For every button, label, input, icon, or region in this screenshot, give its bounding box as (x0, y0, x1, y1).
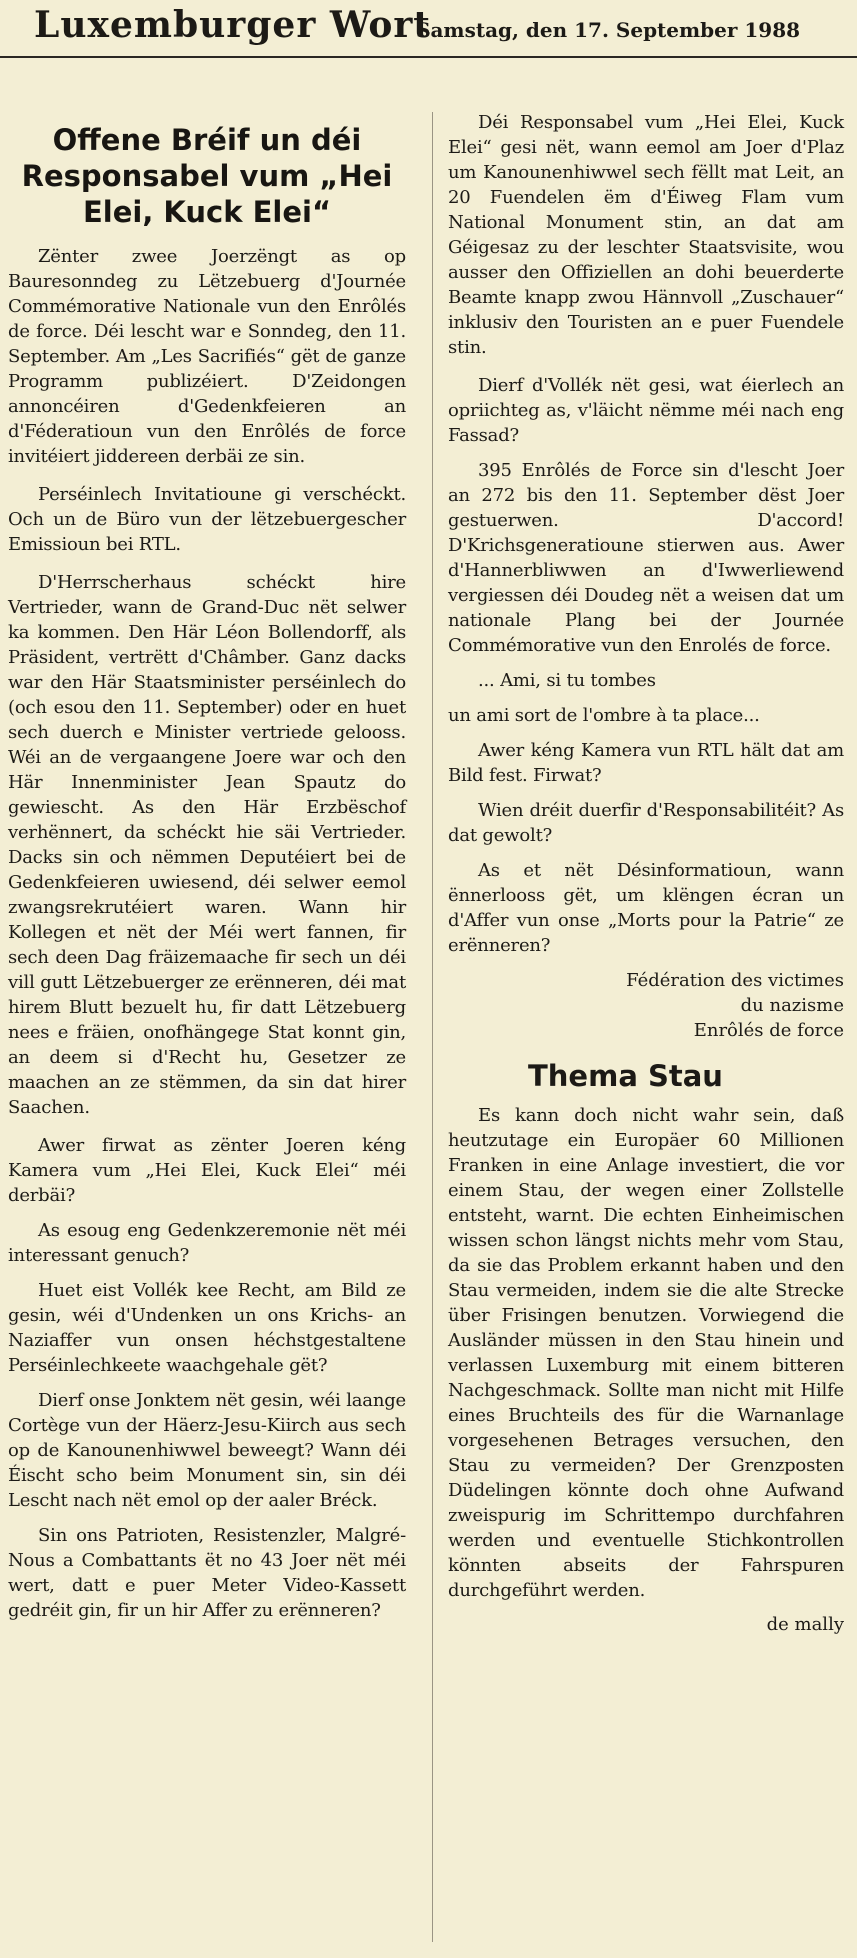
article-signature (448, 968, 844, 1043)
article-paragraph: Dierf onse Jonktem nët gesin, wéi laange Cortège vun der Häerz-Jesu-Kiirch aus sech op de Kanounenhiwwel beweegt? Wann déi Éischt scho beim Monument sin, sin déi Lescht nach nët emol op der aaler Bréck. (8, 1390, 406, 1511)
article-paragraph: Déi Responsabel vum „Hei Elei, Kuck Elei“ gesi nët, wann eemol am Joer d'Plaz um Kanounenhiwwel sech fëllt mat Leit, an 20 Fuendelen ëm d'Éiweg Flam vum National Monument stin, an dat am Géigesaz zu der leschter Staatsvisite, wou ausser den Offiziellen an dohi beuerderte Beamte knapp zwou Hännvoll „Zuschauer“ inklusiv den Touristen an e puer Fuendele stin. (448, 112, 844, 358)
second-article-headline: Thema Stau (528, 1059, 723, 1093)
article-paragraph: As et nët Désinformatioun, wann ënnerlooss gët, um klëngen écran un d'Affer vun onse „Morts pour la Patrie“ ze erënneren? (448, 860, 844, 956)
newspaper-title: Luxemburger Wort (34, 4, 431, 46)
signature-line: du nazisme (740, 995, 844, 1016)
article-headline: Offene Bréif un déi Responsabel vum „Hei Elei, Kuck Elei“ (21, 123, 393, 229)
article-paragraph: Zënter zwee Joerzëngt as op Bauresonndeg zu Lëtzebuerg d'Journée Commémorative Nationale vun den Enrôlés de force. Déi lescht war e Sonndeg, den 11. September. Am „Les Sacrifiés“ gët de ganze Programm publizéiert. D'Zeidongen annoncéiren d'Gedenkfeieren an d'Féderatioun vun den Enrôlés de force invitéiert jiddereen derbäi ze sin. (8, 246, 406, 467)
article-paragraph: As esoug eng Gedenkzeremonie nët méi interessant genuch? (8, 1220, 406, 1266)
article-paragraph: Dierf d'Vollék nët gesi, wat éierlech an opriichteg as, v'läicht nëmme méi nach eng Fassad? (448, 375, 844, 446)
issue-date: Samstag, den 17. September 1988 (416, 18, 801, 42)
second-article-body: Es kann doch nicht wahr sein, daß heutzutage ein Europäer 60 Millionen Franken in eine Anlage investiert, die vor einem Stau, der wegen einer Zollstelle entsteht, warnt. Die echten Einheimischen wissen schon längst nichts mehr vom Stau, da sie das Problem erkannt haben und den Stau vermeiden, indem sie die alte Strecke über Frisingen benutzen. Vorwiegend die Ausländer müssen in den Stau hinein und verlassen Luxemburg mit einem bitteren Nachgeschmack. Sollte man nicht mit Hilfe eines Bruchteils des für die Warnanlage vorgesehenen Betrages versuchen, den Stau zu vermeiden? Der Grenzposten Düdelingen könnte doch ohne Aufwand zweispurig im Schrittempo durchfahren werden und eventuelle Stichkontrollen könnten abseits der Fahrspuren durchgeführt werden. (448, 1105, 844, 1601)
article-paragraph: D'Herrscherhaus schéckt hire Vertrieder, wann de Grand-Duc nët selwer ka kommen. Den Här Léon Bollendorff, als Präsident, vertrëtt d'Châmber. Ganz dacks war den Här Staatsminister perséinlech do (och esou den 11. September) oder en huet sech duerch e Minister vertriede gelooss. Wéi an de vergaangene Joere war och den Här Innenminister Jean Spautz do gewiescht. As den Här Erzbëschof verhënnert, da schéckt hie säi Vertrieder. Dacks sin och nëmmen Deputéiert bei de Gedenkfeieren uwiesend, déi selwer eemol zwangsrekrutéiert waren. Wann hir Kollegen et nët der Méi wert fannen, fir sech deen Dag fräizemaache fir sech un déi vill gutt Lëtzebuerger ze erënneren, déi mat hirem Blutt bezuelt hu, fir datt Lëtzebuerg nees e fräien, onofhängege Stat konnt gin, an deem si d'Recht hu, Gesetzer ze maachen an ze stëmmen, da sin dat hirer Saachen. (8, 572, 406, 1118)
article-paragraph: Sin ons Patrioten, Resistenzler, Malgré-Nous a Combattants ët no 43 Joer nët méi wert, datt e puer Meter Video-Kassett gedréit gin, fir un hir Affer zu erënneren? (8, 1525, 406, 1621)
poem-line: un ami sort de l'ombre à ta place... (448, 705, 760, 726)
article-paragraph: Awer firwat as zënter Joeren kéng Kamera vum „Hei Elei, Kuck Elei“ méi derbäi? (8, 1135, 406, 1206)
left-column (8, 110, 406, 1633)
masthead (0, 0, 857, 58)
second-article-author: de mally (766, 1614, 844, 1635)
right-column (448, 110, 844, 1637)
signature-line: Fédération des victimes (626, 970, 844, 991)
article-paragraph: Huet eist Vollék kee Recht, am Bild ze gesin, wéi d'Undenken un ons Krichs- an Naziaffer vun onsen héchstgestaltene Perséinlechkeete waachgehale gët? (8, 1280, 406, 1376)
poem-line: ... Ami, si tu tombes (478, 670, 656, 691)
column-divider (432, 112, 433, 1942)
article-paragraph: Perséinlech Invitatioune gi verschéckt. Och un de Büro vun der lëtzebuergescher Emissioun bei RTL. (8, 484, 406, 555)
article-paragraph: 395 Enrôlés de Force sin d'lescht Joer an 272 bis den 11. September dëst Joer gestuerwen. D'accord! D'Krichsgeneratioune stierwen aus. Awer d'Hannerbliwwen an d'Iwwerliewend vergiessen déi Doudeg nët a weisen dat um nationale Plang bei der Journée Commémorative vun den Enrolés de force. (448, 460, 844, 656)
signature-line: Enrôlés de force (693, 1020, 844, 1041)
article-paragraph: Wien dréit duerfir d'Responsabilitéit? As dat gewolt? (448, 800, 844, 846)
article-paragraph: Awer kéng Kamera vun RTL hält dat am Bild fest. Firwat? (448, 740, 844, 786)
